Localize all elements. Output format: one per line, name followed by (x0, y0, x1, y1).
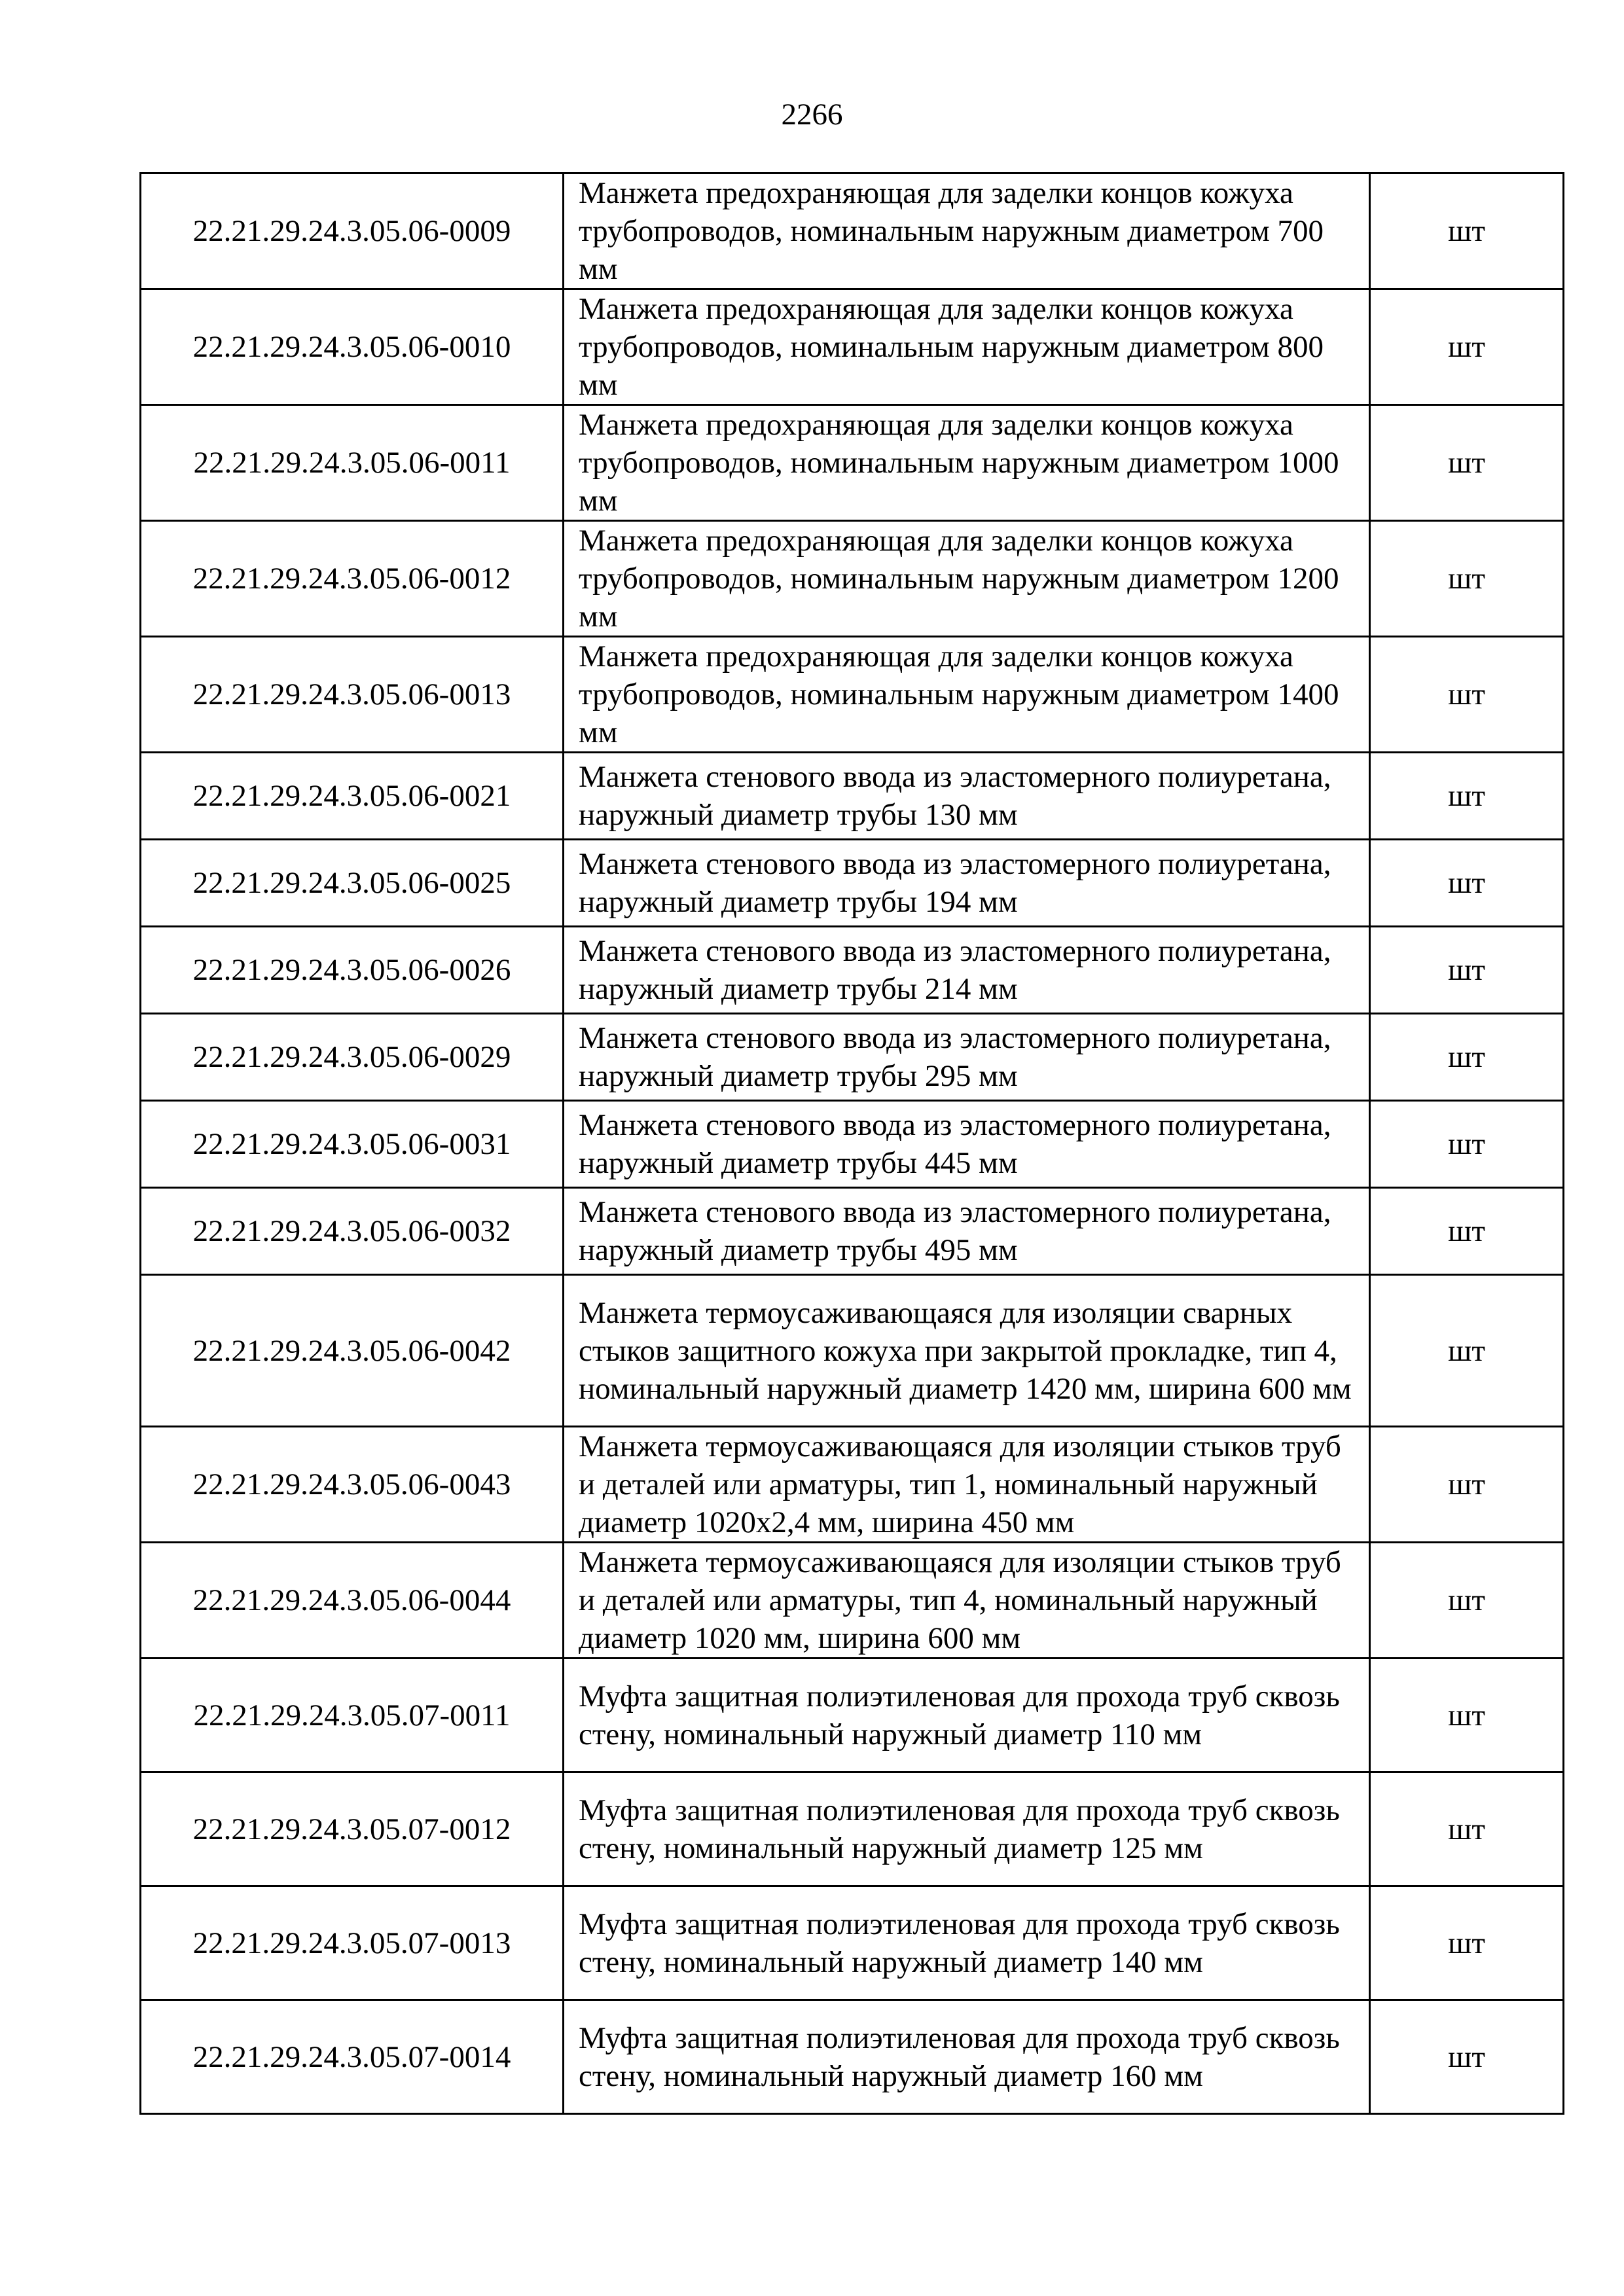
resource-unit: шт (1370, 1427, 1564, 1543)
resource-description: Манжета стенового ввода из эластомерного полиуретана, наружный диаметр трубы 130 мм (564, 753, 1370, 840)
table-row (141, 1101, 1564, 1188)
resource-description: Муфта защитная полиэтиленовая для прохода труб сквозь стену, номинальный наружный диаметр 125 мм (564, 1772, 1370, 1886)
table-row (141, 1014, 1564, 1101)
resource-code: 22.21.29.24.3.05.07-0014 (141, 2000, 564, 2114)
resource-unit: шт (1370, 1188, 1564, 1275)
table-row (141, 1427, 1564, 1543)
resource-description: Манжета стенового ввода из эластомерного полиуретана, наружный диаметр трубы 295 мм (564, 1014, 1370, 1101)
resource-unit: шт (1370, 1886, 1564, 2000)
resource-code: 22.21.29.24.3.05.06-0031 (141, 1101, 564, 1188)
resource-code: 22.21.29.24.3.05.06-0043 (141, 1427, 564, 1543)
resource-unit: шт (1370, 405, 1564, 521)
resource-description: Манжета стенового ввода из эластомерного полиуретана, наружный диаметр трубы 214 мм (564, 927, 1370, 1014)
resource-code: 22.21.29.24.3.05.06-0044 (141, 1543, 564, 1659)
resource-description: Манжета предохраняющая для заделки концов кожуха трубопроводов, номинальным наружным диаметром 700 мм (564, 173, 1370, 289)
table-row (141, 840, 1564, 927)
resource-description: Манжета термоусаживающаяся для изоляции сварных стыков защитного кожуха при закрытой прокладке, тип 4, номинальный наружный диаметр 1420 мм, ширина 600 мм (564, 1275, 1370, 1427)
resource-description: Манжета стенового ввода из эластомерного полиуретана, наружный диаметр трубы 495 мм (564, 1188, 1370, 1275)
resource-description: Муфта защитная полиэтиленовая для прохода труб сквозь стену, номинальный наружный диаметр 110 мм (564, 1659, 1370, 1772)
resource-description: Манжета предохраняющая для заделки концов кожуха трубопроводов, номинальным наружным диаметром 1000 мм (564, 405, 1370, 521)
resource-code: 22.21.29.24.3.05.06-0042 (141, 1275, 564, 1427)
table-row (141, 1772, 1564, 1886)
resource-table (139, 172, 1564, 2115)
resource-unit: шт (1370, 1275, 1564, 1427)
table-row (141, 2000, 1564, 2114)
page-number: 2266 (781, 98, 843, 132)
resource-code: 22.21.29.24.3.05.06-0010 (141, 289, 564, 405)
resource-unit: шт (1370, 1543, 1564, 1659)
table-row (141, 637, 1564, 753)
resource-description: Муфта защитная полиэтиленовая для прохода труб сквозь стену, номинальный наружный диаметр 140 мм (564, 1886, 1370, 2000)
resource-code: 22.21.29.24.3.05.07-0011 (141, 1659, 564, 1772)
resource-description: Манжета предохраняющая для заделки концов кожуха трубопроводов, номинальным наружным диаметром 1400 мм (564, 637, 1370, 753)
table-row (141, 1188, 1564, 1275)
resource-code: 22.21.29.24.3.05.07-0013 (141, 1886, 564, 2000)
resource-unit: шт (1370, 840, 1564, 927)
resource-description: Манжета термоусаживающаяся для изоляции стыков труб и деталей или арматуры, тип 4, номинальный наружный диаметр 1020 мм, ширина 600 мм (564, 1543, 1370, 1659)
resource-unit: шт (1370, 1101, 1564, 1188)
resource-unit: шт (1370, 927, 1564, 1014)
resource-code: 22.21.29.24.3.05.06-0013 (141, 637, 564, 753)
resource-description: Муфта защитная полиэтиленовая для прохода труб сквозь стену, номинальный наружный диаметр 160 мм (564, 2000, 1370, 2114)
table-row (141, 927, 1564, 1014)
table-row (141, 1659, 1564, 1772)
resource-description: Манжета предохраняющая для заделки концов кожуха трубопроводов, номинальным наружным диаметром 800 мм (564, 289, 1370, 405)
table-row (141, 1275, 1564, 1427)
resource-description: Манжета стенового ввода из эластомерного полиуретана, наружный диаметр трубы 194 мм (564, 840, 1370, 927)
table-row (141, 289, 1564, 405)
resource-unit: шт (1370, 2000, 1564, 2114)
resource-code: 22.21.29.24.3.05.06-0012 (141, 521, 564, 637)
resource-description: Манжета стенового ввода из эластомерного полиуретана, наружный диаметр трубы 445 мм (564, 1101, 1370, 1188)
resource-code: 22.21.29.24.3.05.06-0021 (141, 753, 564, 840)
resource-unit: шт (1370, 1659, 1564, 1772)
resource-description: Манжета термоусаживающаяся для изоляции стыков труб и деталей или арматуры, тип 1, номинальный наружный диаметр 1020х2,4 мм, ширина 450 мм (564, 1427, 1370, 1543)
resource-unit: шт (1370, 753, 1564, 840)
resource-unit: шт (1370, 173, 1564, 289)
table-row (141, 173, 1564, 289)
resource-unit: шт (1370, 521, 1564, 637)
resource-code: 22.21.29.24.3.05.06-0029 (141, 1014, 564, 1101)
resource-unit: шт (1370, 1014, 1564, 1101)
table-row (141, 1886, 1564, 2000)
resource-code: 22.21.29.24.3.05.06-0026 (141, 927, 564, 1014)
table-row (141, 753, 1564, 840)
resource-unit: шт (1370, 637, 1564, 753)
resource-code: 22.21.29.24.3.05.07-0012 (141, 1772, 564, 1886)
resource-code: 22.21.29.24.3.05.06-0032 (141, 1188, 564, 1275)
resource-code: 22.21.29.24.3.05.06-0011 (141, 405, 564, 521)
resource-code: 22.21.29.24.3.05.06-0025 (141, 840, 564, 927)
resource-unit: шт (1370, 1772, 1564, 1886)
resource-unit: шт (1370, 289, 1564, 405)
table-row (141, 1543, 1564, 1659)
resource-code: 22.21.29.24.3.05.06-0009 (141, 173, 564, 289)
table-row (141, 521, 1564, 637)
resource-description: Манжета предохраняющая для заделки концов кожуха трубопроводов, номинальным наружным диаметром 1200 мм (564, 521, 1370, 637)
table-row (141, 405, 1564, 521)
